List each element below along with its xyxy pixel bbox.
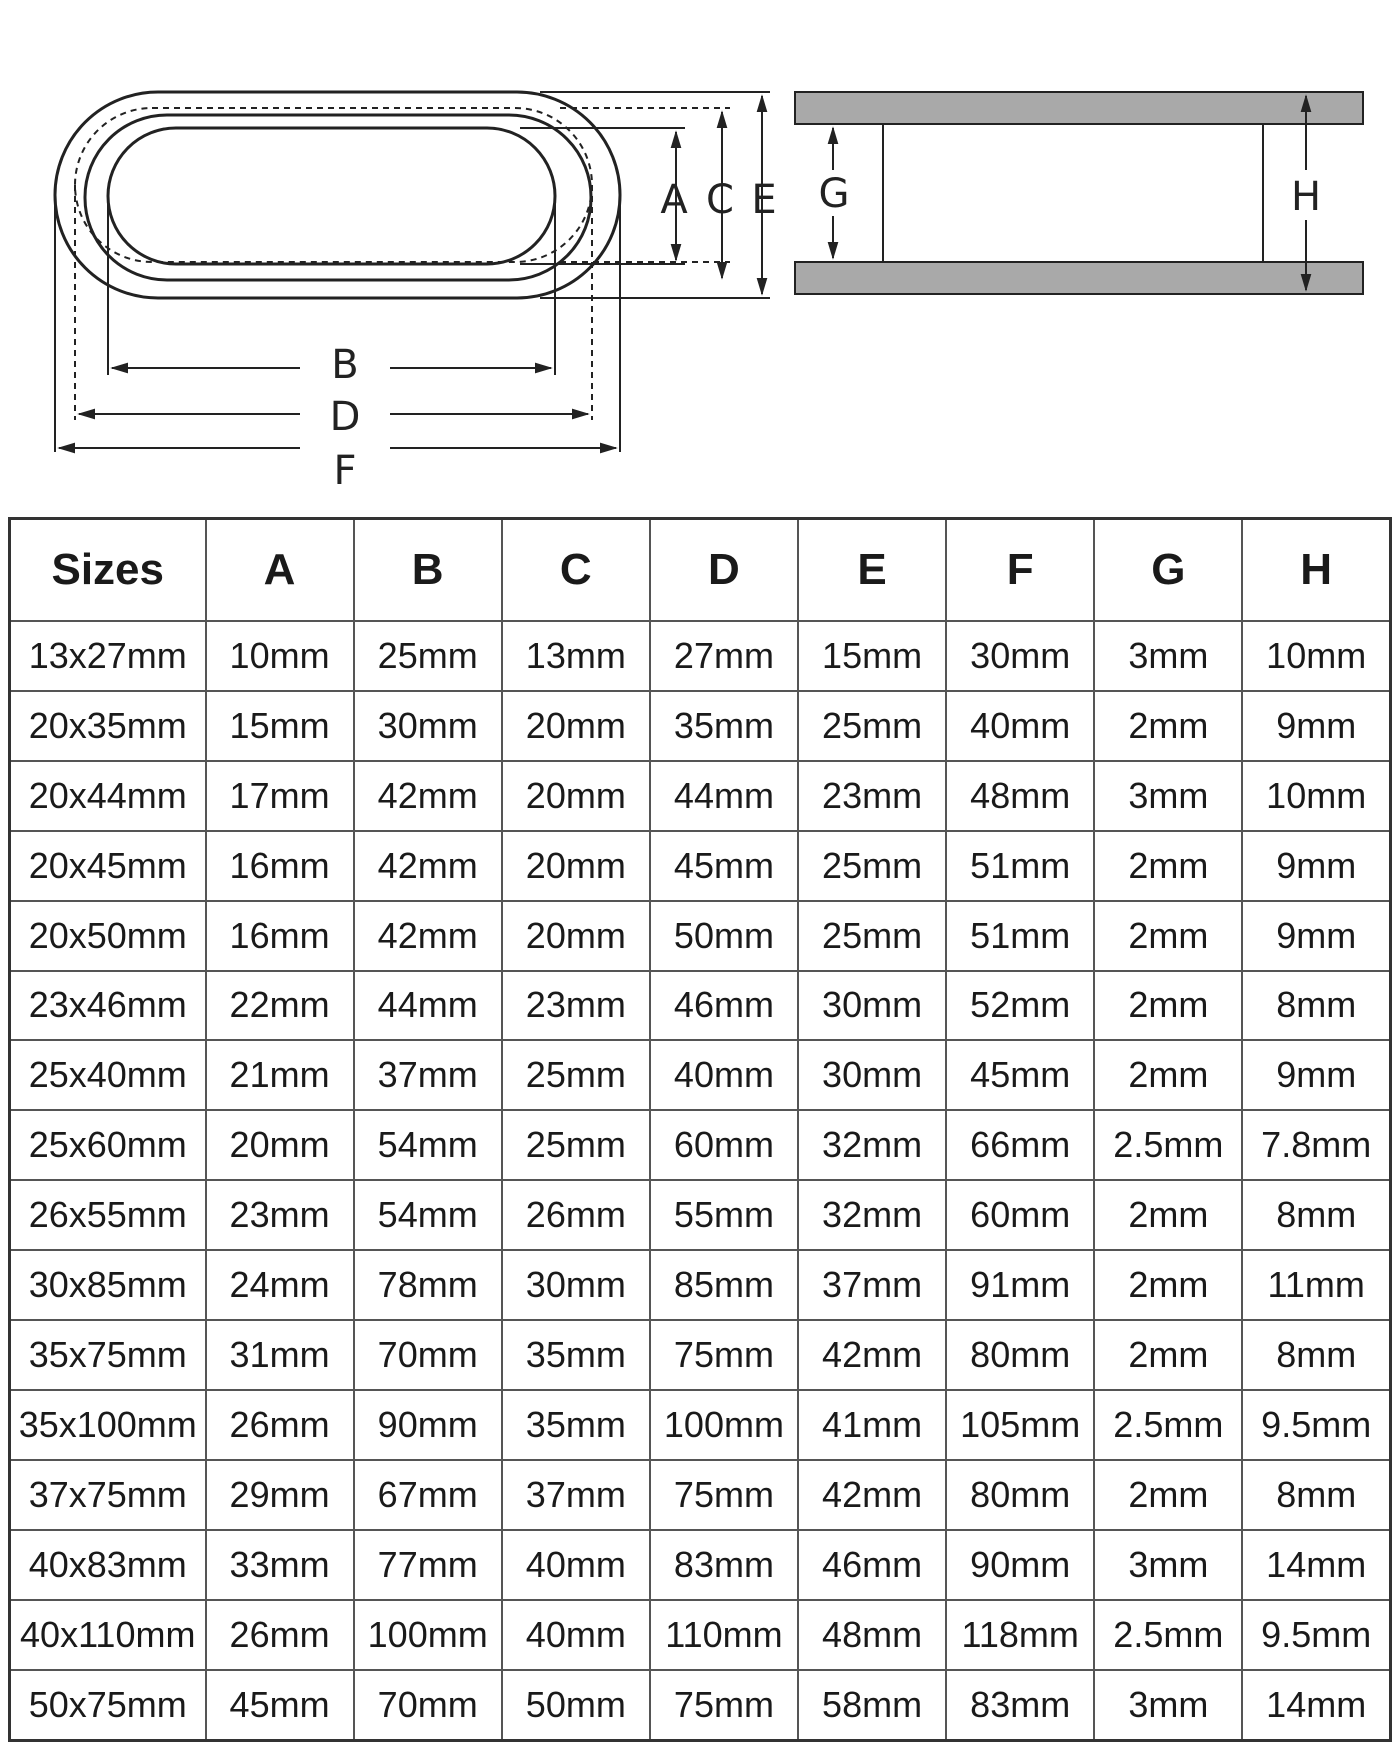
dimension-cell: 10mm xyxy=(206,621,354,691)
dimension-cell: 23mm xyxy=(798,761,946,831)
table-row xyxy=(10,1180,1391,1250)
dimension-b-label: B xyxy=(331,342,359,388)
dimension-cell: 46mm xyxy=(798,1530,946,1600)
dimension-cell: 83mm xyxy=(946,1670,1094,1741)
dimension-cell: 2mm xyxy=(1094,691,1242,761)
dimension-cell: 30mm xyxy=(798,971,946,1041)
dimension-cell: 58mm xyxy=(798,1670,946,1741)
dimension-cell: 100mm xyxy=(650,1390,798,1460)
dimension-cell: 91mm xyxy=(946,1250,1094,1320)
table-row xyxy=(10,901,1391,971)
grommet-dimension-diagram xyxy=(0,0,1400,500)
dimension-cell: 9.5mm xyxy=(1242,1390,1390,1460)
dimension-cell: 11mm xyxy=(1242,1250,1390,1320)
dimension-cell: 41mm xyxy=(798,1390,946,1460)
size-cell: 13x27mm xyxy=(10,621,206,691)
dimension-cell: 52mm xyxy=(946,971,1094,1041)
header-b: B xyxy=(354,519,502,622)
table-row xyxy=(10,1320,1391,1390)
dimension-cell: 3mm xyxy=(1094,1530,1242,1600)
dimension-cell: 45mm xyxy=(946,1040,1094,1110)
dimension-cell: 2mm xyxy=(1094,901,1242,971)
dimension-cell: 42mm xyxy=(354,901,502,971)
dimension-cell: 45mm xyxy=(650,831,798,901)
size-cell: 35x100mm xyxy=(10,1390,206,1460)
dimension-f-label: F xyxy=(333,448,357,494)
dimension-cell: 26mm xyxy=(206,1390,354,1460)
dimension-cell: 8mm xyxy=(1242,1320,1390,1390)
dimension-cell: 17mm xyxy=(206,761,354,831)
size-cell: 26x55mm xyxy=(10,1180,206,1250)
dimension-cell: 75mm xyxy=(650,1460,798,1530)
dimension-cell: 20mm xyxy=(502,901,650,971)
dimension-cell: 20mm xyxy=(502,761,650,831)
table-row xyxy=(10,831,1391,901)
dimension-cell: 37mm xyxy=(798,1250,946,1320)
dimension-cell: 26mm xyxy=(502,1180,650,1250)
size-cell: 40x83mm xyxy=(10,1530,206,1600)
dimension-cell: 90mm xyxy=(946,1530,1094,1600)
header-e: E xyxy=(798,519,946,622)
header-g: G xyxy=(1094,519,1242,622)
dimension-cell: 3mm xyxy=(1094,761,1242,831)
dimension-cell: 75mm xyxy=(650,1320,798,1390)
dimension-h-label: H xyxy=(1290,174,1322,220)
dimension-d-label: D xyxy=(329,394,361,440)
dimension-cell: 54mm xyxy=(354,1110,502,1180)
table-row xyxy=(10,621,1391,691)
header-d: D xyxy=(650,519,798,622)
dimension-cell: 14mm xyxy=(1242,1670,1390,1741)
dimension-cell: 2mm xyxy=(1094,1180,1242,1250)
table-row xyxy=(10,971,1391,1041)
dimension-cell: 8mm xyxy=(1242,1460,1390,1530)
dimension-cell: 21mm xyxy=(206,1040,354,1110)
dimension-cell: 42mm xyxy=(798,1320,946,1390)
dimension-cell: 35mm xyxy=(502,1320,650,1390)
dimension-cell: 42mm xyxy=(354,761,502,831)
dimension-cell: 2mm xyxy=(1094,831,1242,901)
inner-hole-outline xyxy=(108,128,555,264)
dimension-cell: 20mm xyxy=(206,1110,354,1180)
table-row xyxy=(10,691,1391,761)
dimension-cell: 23mm xyxy=(502,971,650,1041)
dimension-cell: 22mm xyxy=(206,971,354,1041)
dimension-cell: 7.8mm xyxy=(1242,1110,1390,1180)
dimension-cell: 51mm xyxy=(946,901,1094,971)
dimension-cell: 10mm xyxy=(1242,761,1390,831)
dimension-cell: 54mm xyxy=(354,1180,502,1250)
dimension-cell: 60mm xyxy=(946,1180,1094,1250)
dimension-cell: 16mm xyxy=(206,901,354,971)
dimension-cell: 70mm xyxy=(354,1670,502,1741)
size-cell: 20x45mm xyxy=(10,831,206,901)
dimension-cell: 2mm xyxy=(1094,971,1242,1041)
dimension-cell: 85mm xyxy=(650,1250,798,1320)
dimension-cell: 2mm xyxy=(1094,1040,1242,1110)
dimension-cell: 37mm xyxy=(502,1460,650,1530)
dimension-cell: 15mm xyxy=(206,691,354,761)
size-cell: 25x40mm xyxy=(10,1040,206,1110)
size-table-body xyxy=(10,621,1391,1741)
dimension-cell: 37mm xyxy=(354,1040,502,1110)
dimension-cell: 25mm xyxy=(798,831,946,901)
dimension-cell: 2mm xyxy=(1094,1250,1242,1320)
dimension-cell: 3mm xyxy=(1094,1670,1242,1741)
dimension-cell: 14mm xyxy=(1242,1530,1390,1600)
size-cell: 20x50mm xyxy=(10,901,206,971)
dimension-cell: 44mm xyxy=(650,761,798,831)
dimension-cell: 30mm xyxy=(798,1040,946,1110)
dimension-cell: 31mm xyxy=(206,1320,354,1390)
size-cell: 23x46mm xyxy=(10,971,206,1041)
dimension-cell: 40mm xyxy=(502,1600,650,1670)
dimension-cell: 50mm xyxy=(502,1670,650,1741)
header-sizes: Sizes xyxy=(10,519,206,622)
table-row xyxy=(10,1110,1391,1180)
dimension-cell: 78mm xyxy=(354,1250,502,1320)
dimension-cell: 100mm xyxy=(354,1600,502,1670)
dimension-cell: 24mm xyxy=(206,1250,354,1320)
dimension-cell: 51mm xyxy=(946,831,1094,901)
dimension-cell: 27mm xyxy=(650,621,798,691)
dimension-cell: 48mm xyxy=(798,1600,946,1670)
top-view xyxy=(55,92,770,452)
dimension-cell: 40mm xyxy=(946,691,1094,761)
dimension-cell: 30mm xyxy=(354,691,502,761)
dimension-cell: 33mm xyxy=(206,1530,354,1600)
top-flange xyxy=(795,92,1363,124)
table-row xyxy=(10,1040,1391,1110)
dimension-cell: 80mm xyxy=(946,1320,1094,1390)
dimension-g-label: G xyxy=(818,171,850,217)
dimension-cell: 60mm xyxy=(650,1110,798,1180)
dimension-a-label: A xyxy=(660,177,688,223)
dimension-cell: 32mm xyxy=(798,1110,946,1180)
dimension-cell: 29mm xyxy=(206,1460,354,1530)
table-row xyxy=(10,1390,1391,1460)
dimension-cell: 2.5mm xyxy=(1094,1390,1242,1460)
dimension-cell: 44mm xyxy=(354,971,502,1041)
dimension-cell: 2.5mm xyxy=(1094,1600,1242,1670)
dimension-e-label: E xyxy=(751,177,777,223)
dimension-cell: 8mm xyxy=(1242,1180,1390,1250)
dimension-cell: 25mm xyxy=(798,691,946,761)
dimension-cell: 66mm xyxy=(946,1110,1094,1180)
middle-outline xyxy=(85,115,591,280)
dimension-cell: 25mm xyxy=(502,1110,650,1180)
bottom-flange xyxy=(795,262,1363,294)
dimension-cell: 118mm xyxy=(946,1600,1094,1670)
header-c: C xyxy=(502,519,650,622)
dimension-cell: 35mm xyxy=(502,1390,650,1460)
size-cell: 20x35mm xyxy=(10,691,206,761)
outer-flange-outline xyxy=(55,92,620,298)
dimension-cell: 40mm xyxy=(502,1530,650,1600)
dimension-cell: 42mm xyxy=(354,831,502,901)
dimension-cell: 26mm xyxy=(206,1600,354,1670)
dimension-cell: 10mm xyxy=(1242,621,1390,691)
dimension-cell: 32mm xyxy=(798,1180,946,1250)
dimension-cell: 55mm xyxy=(650,1180,798,1250)
dimension-cell: 3mm xyxy=(1094,621,1242,691)
dimension-cell: 25mm xyxy=(354,621,502,691)
dimension-cell: 77mm xyxy=(354,1530,502,1600)
dimension-cell: 30mm xyxy=(502,1250,650,1320)
table-row xyxy=(10,1670,1391,1741)
size-table-header xyxy=(10,519,1391,622)
dimension-cell: 50mm xyxy=(650,901,798,971)
dimension-cell: 105mm xyxy=(946,1390,1094,1460)
table-row xyxy=(10,1530,1391,1600)
dimension-cell: 30mm xyxy=(946,621,1094,691)
size-cell: 35x75mm xyxy=(10,1320,206,1390)
dimension-cell: 9.5mm xyxy=(1242,1600,1390,1670)
size-cell: 40x110mm xyxy=(10,1600,206,1670)
dimension-cell: 9mm xyxy=(1242,691,1390,761)
table-row xyxy=(10,1460,1391,1530)
dimension-cell: 9mm xyxy=(1242,901,1390,971)
dimension-cell: 45mm xyxy=(206,1670,354,1741)
table-row xyxy=(10,761,1391,831)
dimension-cell: 42mm xyxy=(798,1460,946,1530)
size-cell: 50x75mm xyxy=(10,1670,206,1741)
dimension-cell: 75mm xyxy=(650,1670,798,1741)
dimension-cell: 46mm xyxy=(650,971,798,1041)
dimension-cell: 48mm xyxy=(946,761,1094,831)
dimension-cell: 2mm xyxy=(1094,1320,1242,1390)
dimension-cell: 25mm xyxy=(502,1040,650,1110)
dimension-cell: 15mm xyxy=(798,621,946,691)
size-table xyxy=(8,517,1392,1742)
table-row xyxy=(10,1250,1391,1320)
dimension-cell: 25mm xyxy=(798,901,946,971)
size-cell: 20x44mm xyxy=(10,761,206,831)
dimension-cell: 16mm xyxy=(206,831,354,901)
dimension-cell: 20mm xyxy=(502,831,650,901)
size-cell: 25x60mm xyxy=(10,1110,206,1180)
dimension-c-label: C xyxy=(706,177,734,223)
dimension-cell: 80mm xyxy=(946,1460,1094,1530)
header-f: F xyxy=(946,519,1094,622)
dimension-cell: 9mm xyxy=(1242,1040,1390,1110)
dimension-cell: 83mm xyxy=(650,1530,798,1600)
body-section xyxy=(883,124,1263,262)
dimension-cell: 70mm xyxy=(354,1320,502,1390)
size-cell: 30x85mm xyxy=(10,1250,206,1320)
side-view xyxy=(795,92,1363,294)
dimension-cell: 90mm xyxy=(354,1390,502,1460)
size-cell: 37x75mm xyxy=(10,1460,206,1530)
dimension-cell: 110mm xyxy=(650,1600,798,1670)
header-row xyxy=(10,519,1391,622)
dimension-cell: 40mm xyxy=(650,1040,798,1110)
dimension-cell: 9mm xyxy=(1242,831,1390,901)
dimension-cell: 67mm xyxy=(354,1460,502,1530)
dimension-cell: 35mm xyxy=(650,691,798,761)
header-a: A xyxy=(206,519,354,622)
dimension-cell: 20mm xyxy=(502,691,650,761)
dimension-cell: 8mm xyxy=(1242,971,1390,1041)
dimension-cell: 23mm xyxy=(206,1180,354,1250)
dimension-cell: 13mm xyxy=(502,621,650,691)
table-row xyxy=(10,1600,1391,1670)
dimension-cell: 2.5mm xyxy=(1094,1110,1242,1180)
dimension-cell: 2mm xyxy=(1094,1460,1242,1530)
header-h: H xyxy=(1242,519,1390,622)
